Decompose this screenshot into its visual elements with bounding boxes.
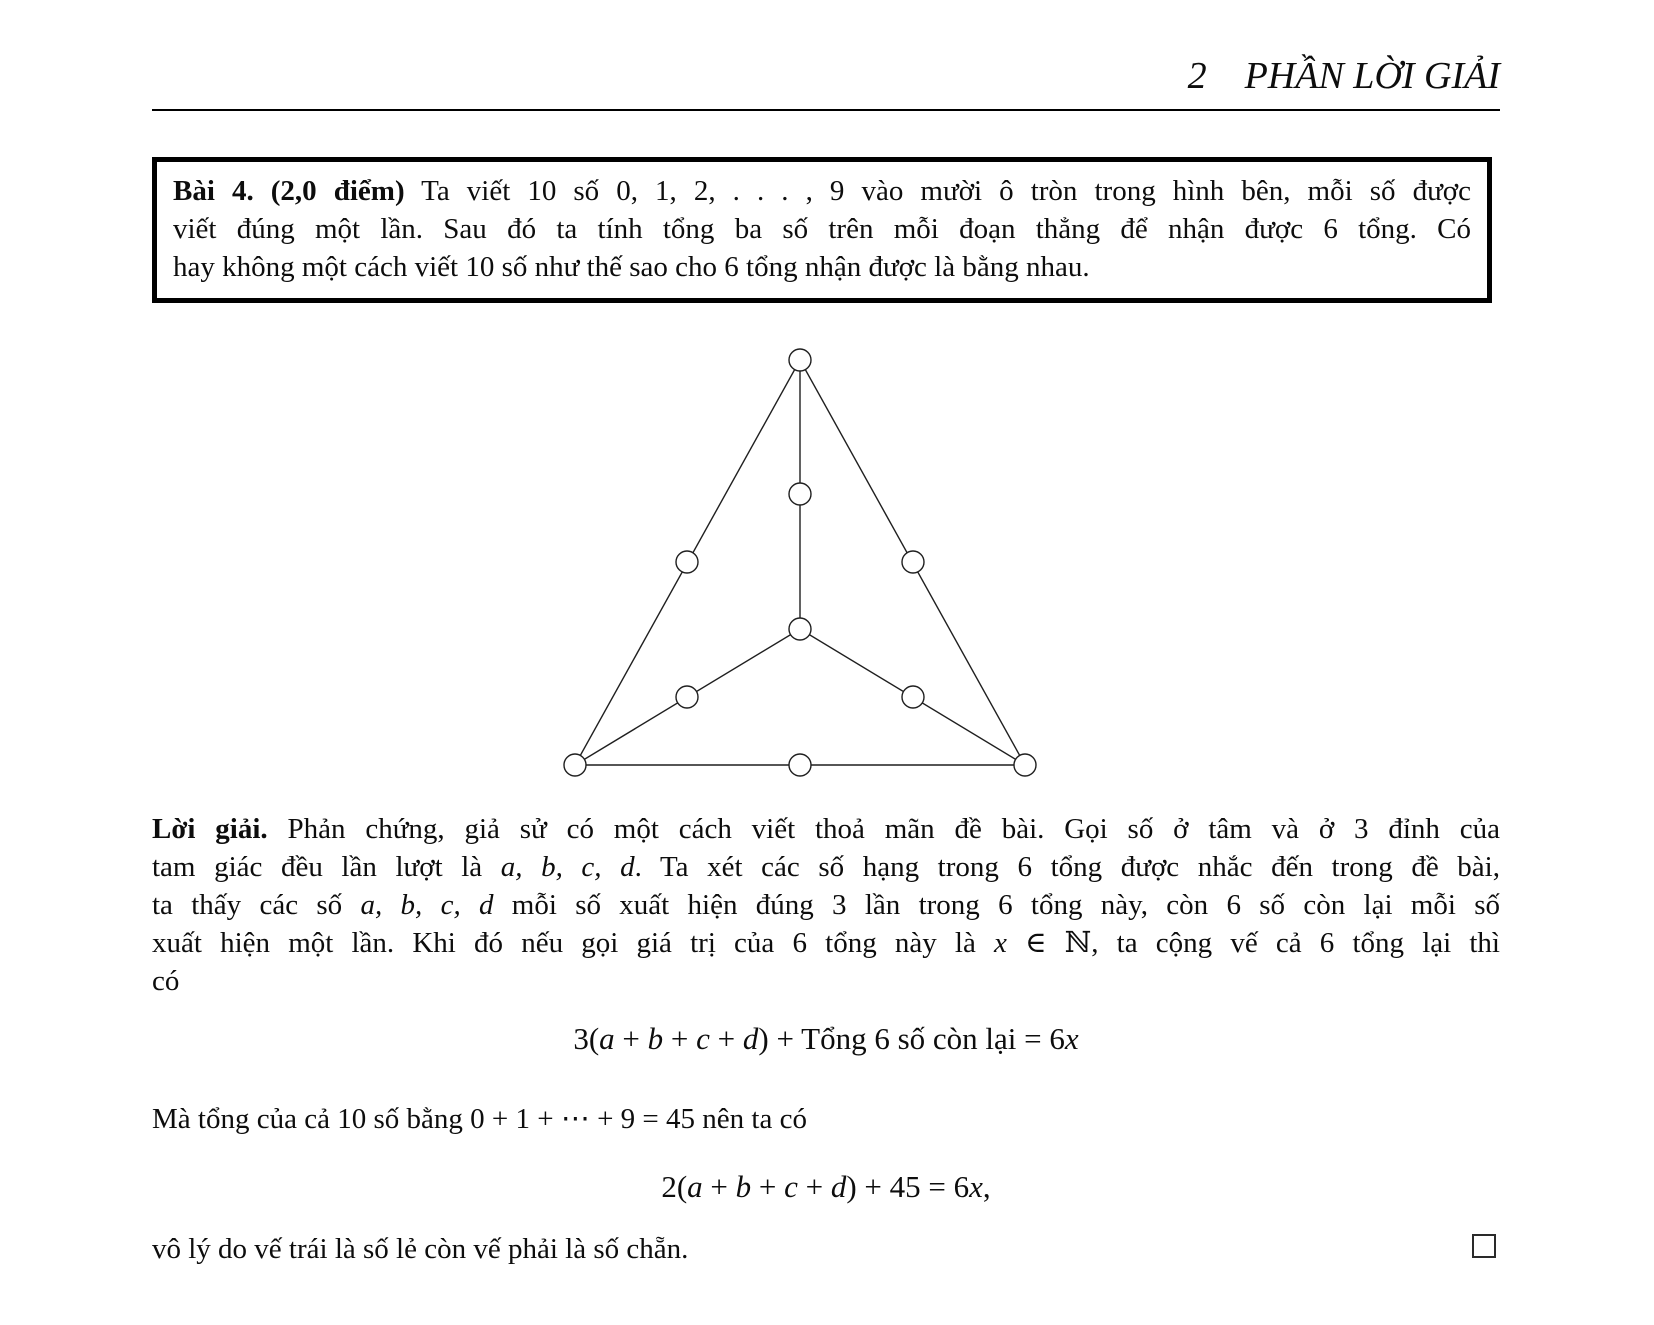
circle-node-mid-base bbox=[789, 754, 811, 776]
qed-symbol bbox=[1472, 1234, 1496, 1258]
text-segment: ) + Tổng 6 số còn lại = 6 bbox=[758, 1021, 1065, 1056]
text-segment: Bài 4. (2,0 điểm) bbox=[173, 175, 405, 207]
text-segment: + bbox=[663, 1021, 697, 1056]
section-title: PHẦN LỜI GIẢI bbox=[1244, 55, 1500, 97]
section-number: 2 bbox=[1187, 55, 1207, 97]
equation-1 bbox=[152, 1014, 1500, 1064]
text-segment: hay không một cách viết 10 số như thế sao cho 6 tổng nhận được là bằng nhau. bbox=[173, 251, 1090, 283]
text-segment: ) + 45 = 6 bbox=[846, 1169, 970, 1204]
solution-line bbox=[152, 962, 1500, 1000]
text-segment: 3( bbox=[573, 1021, 600, 1056]
header-rule bbox=[152, 109, 1500, 111]
text-segment: + bbox=[614, 1021, 648, 1056]
solution-line bbox=[152, 810, 1500, 848]
text-segment: a, b, c, d bbox=[500, 851, 635, 883]
text-segment: + bbox=[709, 1021, 743, 1056]
text-segment: x bbox=[994, 927, 1007, 959]
text-segment: + bbox=[797, 1169, 831, 1204]
solution-paragraph bbox=[152, 810, 1500, 1000]
solution-paragraph-2 bbox=[152, 1100, 1500, 1138]
circle-node-bottom-right bbox=[1014, 754, 1036, 776]
text-segment: a bbox=[687, 1169, 703, 1204]
equation-2 bbox=[152, 1162, 1500, 1212]
solution-line bbox=[152, 848, 1500, 886]
text-segment: xuất hiện một lần. Khi đó nếu gọi giá trị của 6 tổng này là bbox=[152, 927, 995, 959]
circle-node-mid-center-bottomleft bbox=[676, 686, 698, 708]
solution-line bbox=[152, 886, 1500, 924]
text-segment: a bbox=[599, 1021, 615, 1056]
text-segment: x bbox=[1064, 1021, 1079, 1056]
text-segment: x bbox=[969, 1169, 983, 1204]
text-segment: ∈ ℕ, ta cộng vế cả 6 tổng lại thì bbox=[1006, 927, 1500, 959]
solution-line bbox=[152, 924, 1500, 962]
circle-node-mid-right-side bbox=[902, 551, 924, 573]
text-segment: Ta viết 10 số 0, 1, 2, . . . , 9 vào mười ô tròn trong hình bên, mỗi số được bbox=[404, 175, 1472, 207]
text-segment: ta thấy các số bbox=[152, 889, 361, 921]
problem-statement-box bbox=[152, 157, 1492, 303]
text-segment: c bbox=[784, 1169, 798, 1204]
problem-line bbox=[173, 210, 1471, 248]
text-segment: Mà tổng của cả 10 số bằng 0 + 1 + ⋯ + 9 = 45 nên ta có bbox=[152, 1103, 807, 1135]
text-segment: tam giác đều lần lượt là bbox=[152, 851, 501, 883]
text-segment: Lời giải. bbox=[152, 813, 268, 845]
circle-node-apex bbox=[789, 349, 811, 371]
text-segment: 2( bbox=[661, 1169, 688, 1204]
text-segment: Phản chứng, giả sử có một cách viết thoả mãn đề bài. Gọi số ở tâm và ở 3 đỉnh của bbox=[267, 813, 1500, 845]
text-segment: mỗi số xuất hiện đúng 3 lần trong 6 tổng này, còn 6 số còn lại mỗi số bbox=[493, 889, 1500, 921]
circle-node-mid-apex-center bbox=[789, 483, 811, 505]
text-segment: c bbox=[696, 1021, 710, 1056]
text-segment: vô lý do vế trái là số lẻ còn vế phải là số chẵn. bbox=[152, 1233, 689, 1265]
circle-node-bottom-left bbox=[564, 754, 586, 776]
text-segment: b bbox=[735, 1169, 752, 1204]
text-segment: + bbox=[702, 1169, 736, 1204]
text-segment: . Ta xét các số hạng trong 6 tổng được nhắc đến trong đề bài, bbox=[634, 851, 1500, 883]
section-header bbox=[152, 50, 1500, 102]
circle-node-mid-left-side bbox=[676, 551, 698, 573]
text-segment: , bbox=[982, 1169, 991, 1204]
text-segment: d bbox=[830, 1169, 847, 1204]
circle-node-center bbox=[789, 618, 811, 640]
text-segment: b bbox=[647, 1021, 664, 1056]
conclusion-text bbox=[152, 1230, 688, 1268]
problem-line bbox=[173, 248, 1471, 286]
text-segment: d bbox=[742, 1021, 759, 1056]
text-segment: a, b, c, d bbox=[360, 889, 494, 921]
text-segment: viết đúng một lần. Sau đó ta tính tổng ba số trên mỗi đoạn thẳng để nhận được 6 tổng. Có bbox=[173, 213, 1471, 245]
problem-figure bbox=[460, 330, 1140, 800]
solution-paragraph-3 bbox=[152, 1230, 1500, 1268]
text-segment: có bbox=[152, 965, 180, 997]
circle-node-mid-center-bottomright bbox=[902, 686, 924, 708]
problem-line bbox=[173, 172, 1471, 210]
text-segment: + bbox=[751, 1169, 785, 1204]
